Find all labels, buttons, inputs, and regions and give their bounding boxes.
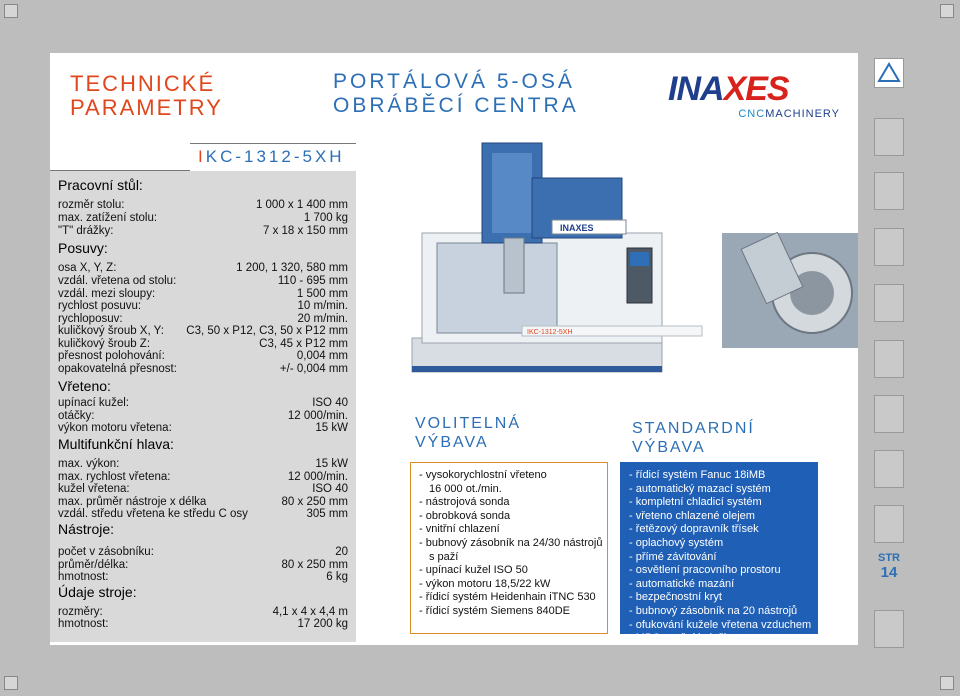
optional-title-line-2: VÝBAVA [415,434,489,451]
company-logo [668,72,840,122]
crop-mark [940,4,954,18]
list-item: - vnitřní chlazení [419,523,500,536]
spec-label: max. výkon: [58,458,120,470]
list-item: - automatický mazací systém [629,482,771,495]
list-item: - bubnový zásobník na 20 nástrojů [629,604,798,617]
list-item: - vysokorychlostní vřeteno [419,469,547,481]
spec-label: kuličkový šroub Z: [58,338,151,350]
list-item: - osvětlení pracovního prostoru [629,564,781,577]
spec-value: 15 kW [315,422,348,434]
list-item: - nástrojová sonda [419,496,510,509]
spec-label: max. rychlost vřetena: [58,471,171,483]
title-line-1: TECHNICKÉ [70,71,216,96]
spec-label: otáčky: [58,410,95,422]
spec-value: ISO 40 [312,483,348,495]
spec-value: 80 x 250 mm [281,559,348,571]
section-title-spindle: Vřeteno: [58,378,111,394]
list-item: - řídicí systém Siemens 840DE [419,604,570,617]
page-label: STR [878,552,900,564]
spec-value: 7 x 18 x 150 mm [262,225,348,237]
spec-value: C3, 50 x P12, C3, 50 x P12 mm [186,325,348,337]
spec-value: 1 700 kg [303,212,348,224]
spec-value: 0,004 mm [296,350,348,362]
list-item: - kompletní chladicí systém [629,496,762,509]
logo-text-part-1: INA [668,70,724,108]
standard-equipment-box [620,462,818,645]
spec-value: 80 x 250 mm [281,496,348,508]
standard-title [632,419,755,457]
list-item: - přímé závitování [629,550,717,563]
spec-label: vzdál. středu vřetena ke středu C osy [58,508,248,520]
spec-label: přesnost polohování: [58,350,165,362]
spec-value: 20 [335,546,348,558]
spec-value: 15 kW [315,458,348,470]
nav-tab[interactable] [874,228,904,266]
spec-value: ISO 40 [312,397,348,409]
nav-tab[interactable] [874,450,904,488]
machine-logo-text: INAXES [560,223,594,233]
spec-value: 1 000 x 1 400 mm [255,199,348,211]
section-title-table: Pracovní stůl: [58,177,143,193]
optional-list [411,463,607,625]
list-item: - řetězový dopravník třísek [629,523,759,536]
spec-label: kužel vřetena: [58,483,130,495]
optional-title [415,414,521,452]
nav-tab[interactable] [874,118,904,156]
spec-label: kuličkový šroub X, Y: [58,325,164,337]
list-item: 16 000 ot./min. [429,482,502,495]
spec-label: osa X, Y, Z: [58,262,117,274]
spec-value: 110 - 695 mm [277,275,348,287]
list-item: - upínací kužel ISO 50 [419,564,528,577]
crop-mark [4,676,18,690]
page-title [70,72,223,120]
spec-label: max. zatížení stolu: [58,212,158,224]
spec-value: 12 000/min. [287,410,348,422]
optional-title-line-1: VOLITELNÁ [415,415,522,432]
page-indicator [872,552,906,581]
triangle-up-icon [875,59,903,87]
spec-value: 1 500 mm [296,288,348,300]
logo-text-part-2: XES [723,70,789,108]
machine-model-text: IKC-1312-5XH [527,329,573,336]
list-item: - bezpečnostní kryt [629,591,722,604]
section-title-head: Multifunkční hlava: [58,436,174,452]
section-title-tools: Nástroje: [58,521,115,537]
logo-sub-text: MACHINERY [765,108,840,120]
model-name [198,147,345,167]
list-item: - MPG - ruční kolečko [629,632,736,645]
spec-value: 6 kg [326,571,348,583]
title-line-2: PARAMETRY [70,95,223,120]
machine-photo [392,138,858,380]
spec-label: vzdál. vřetena od stolu: [58,275,177,287]
spec-label: vzdál. mezi sloupy: [58,288,156,300]
product-title [333,70,579,118]
crop-mark [4,4,18,18]
model-rest: KC-1312-5XH [205,147,345,166]
section-title-machine: Údaje stroje: [58,584,137,600]
divider [50,170,190,171]
list-item: - automatické mazání [629,577,735,590]
spec-label: upínací kužel: [58,397,129,409]
product-title-line-2: OBRÁBĚCÍ CENTRA [333,94,579,117]
spec-value: +/- 0,004 mm [279,363,348,375]
spec-label: hmotnost: [58,618,109,630]
spec-value: 12 000/min. [287,471,348,483]
spec-label: rozměry: [58,606,103,618]
section-title-feeds: Posuvy: [58,240,108,256]
spec-value: 4,1 x 4 x 4,4 m [272,606,348,618]
standard-list [621,463,817,652]
nav-tab[interactable] [874,505,904,543]
spec-value: 17 200 kg [297,618,348,630]
nav-tab[interactable] [874,340,904,378]
nav-tab[interactable] [874,284,904,322]
logo-sub-accent: CNC [738,108,766,120]
scroll-top-button[interactable] [874,58,904,88]
spec-value: C3, 45 x P12 mm [259,338,348,350]
standard-title-line-2: VÝBAVA [632,439,706,456]
standard-title-line-1: STANDARDNÍ [632,420,755,437]
page-number: 14 [880,564,898,581]
spec-value: 10 m/min. [297,300,348,312]
nav-tab[interactable] [874,610,904,648]
machine-illustration [392,138,858,380]
nav-tab[interactable] [874,395,904,433]
spec-value: 20 m/min. [297,313,348,325]
list-item: - řídicí systém Fanuc 18iMB [629,469,766,481]
list-item: - obrobková sonda [419,509,511,522]
spec-label: průměr/délka: [58,559,129,571]
spec-label: hmotnost: [58,571,109,583]
list-item: - ofukování kužele vřetena vzduchem [629,618,812,631]
spec-label: "T" drážky: [58,225,114,237]
spec-label: výkon motoru vřetena: [58,422,172,434]
spec-label: rychlost posuvu: [58,300,142,312]
spec-label: rozměr stolu: [58,199,125,211]
spec-label: max. průměr nástroje x délka [58,496,207,508]
list-item: s paží [429,550,459,563]
list-item: - vřeteno chlazené olejem [629,509,755,522]
spec-label: počet v zásobníku: [58,546,154,558]
spec-value: 305 mm [306,508,348,520]
list-item: - výkon motoru 18,5/22 kW [419,577,551,590]
spec-label: rychloposuv: [58,313,123,325]
model-prefix: I [198,147,206,166]
nav-tab[interactable] [874,172,904,210]
optional-equipment-box [410,462,608,634]
spec-value: 1 200, 1 320, 580 mm [236,262,348,274]
list-item: - bubnový zásobník na 24/30 nástrojů [419,536,603,549]
product-title-line-1: PORTÁLOVÁ 5-OSÁ [333,70,575,93]
list-item: - oplachový systém [629,536,724,549]
list-item: - řídicí systém Heidenhain iTNC 530 [419,591,596,604]
spec-label: opakovatelná přesnost: [58,363,177,375]
crop-mark [940,676,954,690]
